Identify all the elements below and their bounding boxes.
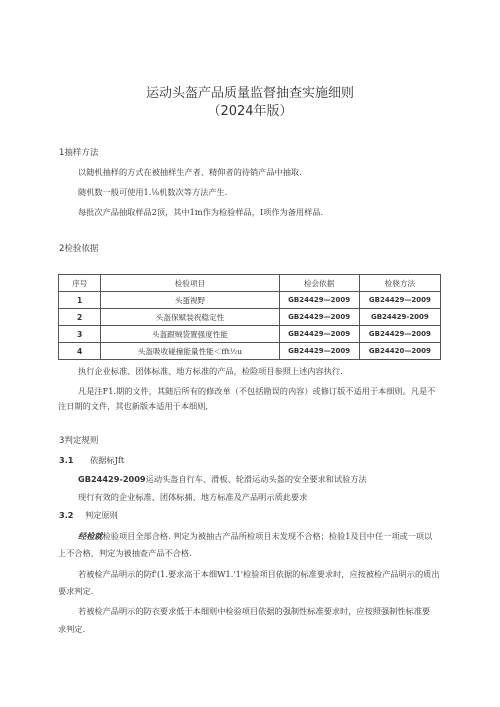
section1-paragraph-1: 以随机抽样的方式在被抽样生产者、精仰者的待销产品中抽取. <box>78 167 302 177</box>
cell-item: 头蛋视野 <box>101 292 279 309</box>
subsection-3-2-title: 判定原则 <box>85 510 118 520</box>
section1-heading: 1抽样方法 <box>59 148 99 158</box>
header-basis: 检会依据 <box>279 275 359 292</box>
subsection-3-2-paragraph-1b: 上不合格，判定为被抽查产品不合格. <box>58 548 192 558</box>
section2-paragraph-1: 执行企业标准、团体标准、地方标准的产品，检险项目参照上述内容执行. <box>78 366 343 376</box>
subsection-3-2-paragraph-3a: 若被检产品明示的防衣要求低于本细则中检验项目依据的强制性标准要求时，应按照强制性标准要 <box>78 606 431 616</box>
judgement-text: 检验项目全部合格. 判定为被抽古产品所检项目未发现不合格；检验1及目中任一项或一项以 <box>102 531 433 541</box>
cell-method: GB24429-2009 <box>359 309 440 326</box>
subsection-3-2-paragraph-3b: 求判定. <box>58 624 86 634</box>
header-item: 检验项目 <box>101 275 279 292</box>
document-title: 运动头盔产品质量监督抽查实施细则 <box>145 86 354 101</box>
document-subtitle: （2024年版） <box>207 104 293 119</box>
cell-index: 3 <box>59 326 101 343</box>
cell-method: GB24420—2009 <box>359 343 440 360</box>
cell-basis: GB24429—2009 <box>279 326 359 343</box>
cell-method: GB24429—2009 <box>359 326 440 343</box>
cell-index: 4 <box>59 343 101 360</box>
section2-paragraph-2a: 凡是注F1.期的文件，其随后所有的修改单（不包括勘误的内容）或修订版不适用于本细则。凡是不 <box>78 386 436 396</box>
cell-basis: GB24429—2009 <box>279 343 359 360</box>
header-index: 序号 <box>59 275 101 292</box>
subsection-3-1-paragraph-2: 现行有效的企业标准、团体标捕、地方标准及产品明示质此要求 <box>78 492 308 502</box>
section3-heading: 3判定规则 <box>59 436 99 446</box>
cell-item: 头盔保赋装祝稳定性 <box>101 309 279 326</box>
inspection-table <box>58 274 441 360</box>
section1-paragraph-3: 每批次产品抽取样品2顶，其中1m作为检验样品，I项作为备用样品. <box>78 207 324 217</box>
cell-index: 2 <box>59 309 101 326</box>
subsection-3-2-paragraph-1a <box>78 531 432 542</box>
table-row <box>59 326 441 343</box>
table-row <box>59 343 441 360</box>
cell-index: 1 <box>59 292 101 309</box>
section2-heading: 2检验依据 <box>59 244 99 254</box>
table-row <box>59 309 441 326</box>
header-method: 检骁方法 <box>359 275 440 292</box>
subsection-3-2-number: 3.2 <box>59 510 74 520</box>
cell-item: 头盔吸收碰撞能量性能＜fft½u <box>101 343 279 360</box>
subsection-3-2-paragraph-2a: 若被检产品明示的防f'(1.要求高于本细W1.'1'检验项目依据的标准要求时，应按被检产品明示的质出 <box>78 569 440 579</box>
cell-method: GB24429—2009 <box>359 292 440 309</box>
judgement-bold-lead: 经检就 <box>78 531 103 541</box>
cell-basis: GB24429—2009 <box>279 309 359 326</box>
table-row <box>59 292 441 309</box>
standard-code: GB24429-2009 <box>78 474 146 484</box>
section1-paragraph-2: 随机数一般可使用1.⅛机数次等方法产生. <box>78 187 228 197</box>
standard-line <box>78 474 367 485</box>
cell-basis: GB24429—2009 <box>279 292 359 309</box>
section2-paragraph-2b: 注日期的文件，其也新版本适用于本细则, <box>58 401 208 411</box>
subsection-3-1-title: 依据标Jft <box>90 455 125 465</box>
subsection-3-1-number: 3.1 <box>59 455 74 465</box>
table-header-row <box>59 275 441 292</box>
standard-name: 运动头盔自行车、滑板、轮滑运动头盔的安全要求和试验方法 <box>145 474 367 484</box>
cell-item: 头盔跟贼袋置强度性能 <box>101 326 279 343</box>
subsection-3-2-paragraph-2b: 要求判定. <box>58 586 94 596</box>
